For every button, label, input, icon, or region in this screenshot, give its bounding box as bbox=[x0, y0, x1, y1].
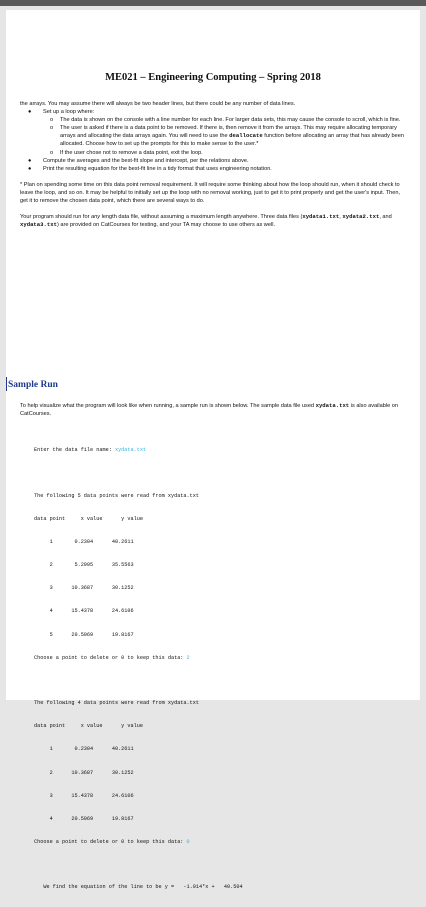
console-line: 1 0.2304 40.2611 bbox=[34, 539, 134, 546]
sub-item-label: The user is asked if there is a data point to be removed. If there is, then remove it from the arrays. This may require allocating temporary arrays and allocating the data arrays again. You will need to use the deallocate function before allocating an array that has already been allocated. Choose how to set up the prompts for this to make sense to the user.* bbox=[60, 125, 404, 148]
console-line: data point x value y value bbox=[34, 723, 143, 730]
filename-code: xydata2.txt bbox=[342, 213, 380, 221]
sub-item-remove bbox=[20, 124, 408, 148]
console-choose-line: Choose a point to delete or 0 to keep this data: 2 bbox=[34, 654, 190, 661]
paragraph-data-files: Your program should run for any length data file, without assuming a maximum length anywhere. Three data files (xydata1.txt, xydata2.txt, and xydata3.txt) are provided on CatCourses for testing, and your TA may choose to use others as well. bbox=[20, 213, 392, 229]
console-line: 4 20.5069 19.8167 bbox=[34, 815, 134, 822]
console-result-line: We find the equation of the line to be y = -1.014*x + 40.504 bbox=[34, 884, 243, 891]
user-input: 0 bbox=[186, 838, 190, 845]
footnote-paragraph: * Plan on spending some time on this data point removal requirement. It will require some thinking about how the loop should run, when it should check to leave the loop, and so on. It may be helpful to initially set up the loop with no removal working, just to get it to print properly and get the user's input. Then, get it to remove the chosen data point, which there are several ways to do. bbox=[20, 181, 401, 205]
section-heading: Sample Run bbox=[8, 380, 58, 390]
console-line: 2 5.2995 35.5563 bbox=[34, 562, 134, 569]
console-line: 3 15.4378 24.6106 bbox=[34, 792, 134, 799]
paragraph-arrays: the arrays. You may assume there will always be two header lines, but there could be any number of data lines. bbox=[20, 101, 296, 107]
console-line: 2 10.3687 30.1252 bbox=[34, 769, 134, 776]
inline-code: deallocate bbox=[229, 132, 263, 140]
sample-intro-text: To help visualize what the program will look like when running, a sample run is shown below. The sample data file used xydata.txt is also available on CatCourses. bbox=[20, 401, 398, 417]
console-line: The following 5 data points were read from xydata.txt bbox=[34, 492, 199, 499]
sub-item-exit bbox=[20, 149, 408, 157]
page-title: ME021 – Engineering Computing – Spring 2018 bbox=[105, 72, 321, 83]
bullet-icon: ● bbox=[28, 109, 32, 116]
requirements-list bbox=[20, 108, 408, 173]
console-line: 3 10.3687 30.1252 bbox=[34, 585, 134, 592]
console-line: data point x value y value bbox=[34, 516, 143, 523]
sub-item-label: The data is shown on the console with a line number for each line. For larger data sets, this may cause the console to scroll, which is fine. bbox=[60, 117, 401, 124]
circle-bullet-icon: o bbox=[50, 125, 54, 132]
list-item-label: Print the resulting equation for the best-fit line in a tidy format that uses engineering notation. bbox=[43, 165, 272, 172]
body-text bbox=[20, 100, 408, 229]
bullet-icon: ● bbox=[28, 157, 32, 164]
bullet-icon: ● bbox=[28, 165, 32, 172]
console-choose-line: Choose a point to delete or 0 to keep this data: 0 bbox=[34, 838, 190, 845]
console-output bbox=[34, 432, 394, 907]
filename-code: xydata.txt bbox=[315, 401, 350, 409]
list-item-label: Compute the averages and the best-fit slope and intercept, per the relations above. bbox=[43, 157, 249, 164]
list-item-label: Set up a loop where: bbox=[43, 109, 95, 116]
user-input: 2 bbox=[186, 654, 190, 661]
circle-bullet-icon: o bbox=[50, 117, 54, 124]
circle-bullet-icon: o bbox=[50, 149, 54, 156]
sub-item-show bbox=[20, 116, 408, 124]
sample-run-intro bbox=[20, 396, 408, 423]
sub-item-label: If the user chose not to remove a data point, exit the loop. bbox=[60, 149, 203, 156]
filename-code: xydata3.txt bbox=[20, 221, 57, 229]
document-page bbox=[6, 10, 420, 891]
list-item-setup bbox=[20, 108, 408, 116]
top-toolbar-strip bbox=[0, 0, 426, 6]
console-line: 4 15.4378 24.6106 bbox=[34, 608, 134, 615]
console-line: The following 4 data points were read from xydata.txt bbox=[34, 700, 199, 707]
list-item-compute bbox=[20, 157, 408, 165]
filename-code: xydata1.txt bbox=[302, 213, 340, 221]
console-line: 5 20.5069 19.8167 bbox=[34, 631, 134, 638]
console-line: 1 0.2304 40.2611 bbox=[34, 746, 134, 753]
console-prompt-line: Enter the data file name: xydata.txt bbox=[34, 447, 147, 454]
list-item-print bbox=[20, 165, 408, 173]
user-input: xydata.txt bbox=[114, 447, 147, 454]
